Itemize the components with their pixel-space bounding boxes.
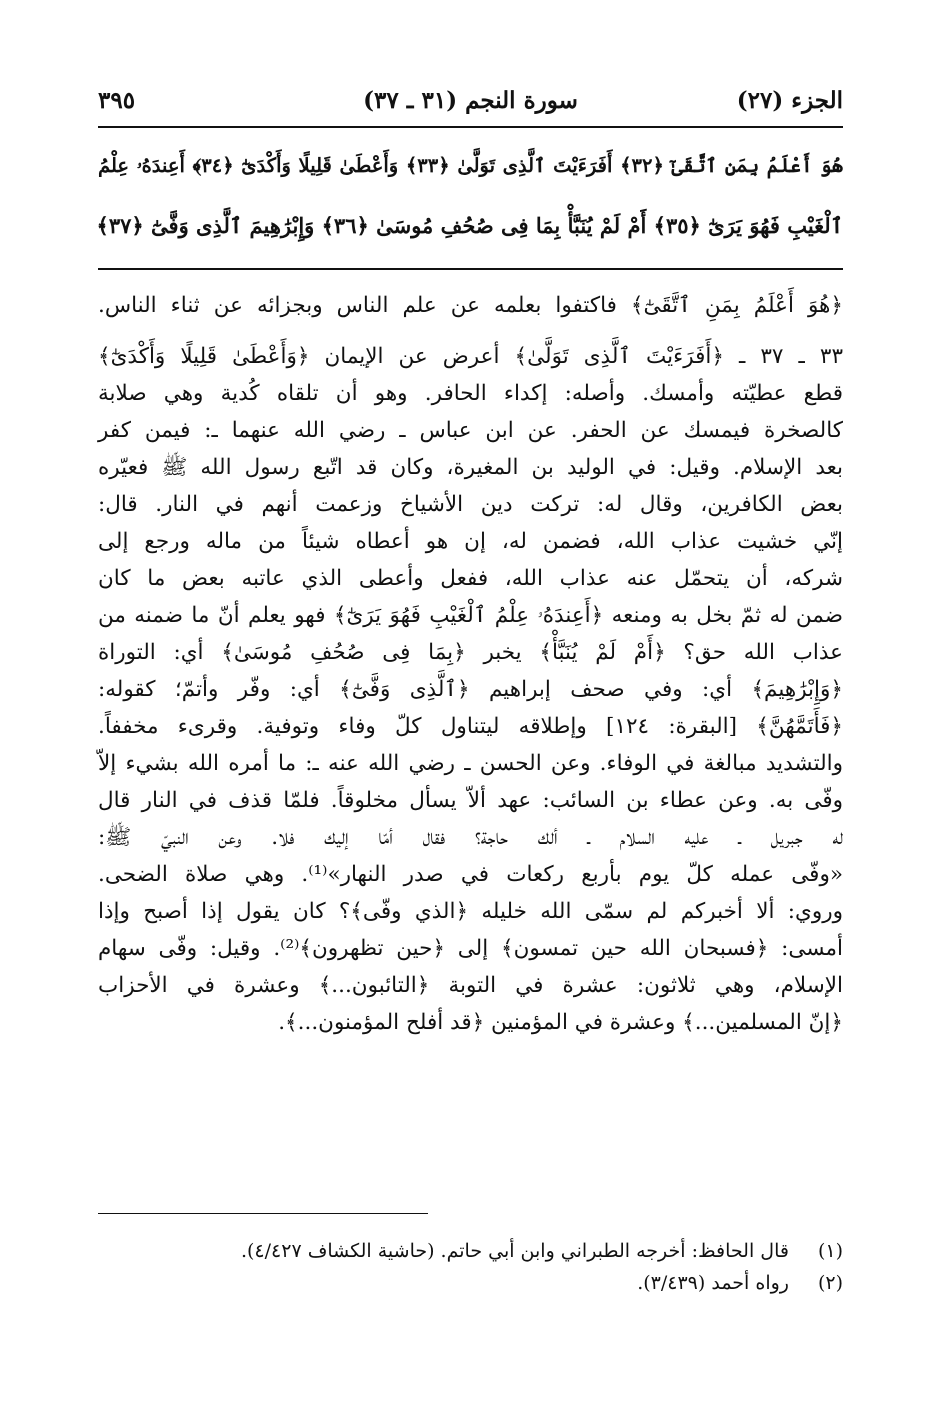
commentary-text bbox=[98, 287, 843, 1041]
quran-line: هُوَ أَعْلَمُ بِمَنِ ٱتَّقَىٰٓ ﴿٣٢﴾ أَفَرَءَيْتَ ٱلَّذِى تَوَلَّىٰ ﴿٣٣﴾ وَأَعْطَىٰ قَلِيلًا وَأَكْدَىٰٓ ﴿٣٤﴾ أَعِندَهُۥ عِلْمُ bbox=[98, 154, 843, 177]
juz-label: الجزء (٢٧) bbox=[736, 87, 843, 114]
running-header bbox=[98, 80, 843, 122]
commentary-line: ٣٣ ـ ٣٧ ـ ﴿أَفَرَءَيْتَ ٱلَّذِى تَوَلَّىٰ﴾ أعرض عن الإيمان ﴿وَأَعْطَىٰ قَلِيلًا وَأَكْدَىٰٓ﴾ bbox=[98, 344, 843, 369]
footnote bbox=[98, 1267, 843, 1299]
commentary-line: أمسى: ﴿فسبحان الله حين تمسون﴾ إلى ﴿حين تظهرون﴾⁽²⁾. وقيل: وفّى سهام bbox=[98, 936, 843, 961]
page-number: ٣٩٥ bbox=[98, 87, 136, 114]
footnotes bbox=[98, 1235, 843, 1299]
footnote bbox=[98, 1235, 843, 1267]
commentary-line: ﴿هُوَ أَعْلَمُ بِمَنِ ٱتَّقَىٰٓ﴾ فاكتفوا بعلمه عن علم الناس وبجزائه عن ثناء الناس. bbox=[98, 293, 843, 318]
commentary-line: كالصخرة فيمسك عن الحفر. عن ابن عباس ـ رضي الله عنهما ـ: فيمن كفر bbox=[98, 418, 843, 443]
commentary-line: شركه، أن يتحمّل عنه عذاب الله، ففعل وأعطى الذي عاتبه بعض ما كان bbox=[98, 566, 843, 591]
commentary-line: وفّى به. وعن عطاء بن السائب: عهد ألاّ يسأل مخلوقاً. فلمّا قذف في النار قال bbox=[98, 788, 843, 813]
footnote-text: رواه أحمد (٣/٤٣٩). bbox=[637, 1272, 789, 1294]
surah-title: سورة النجم (٣١ ـ ٣٧) bbox=[363, 87, 578, 114]
commentary-line: بعد الإسلام. وقيل: في الوليد بن المغيرة، وكان قد اتّبع رسول الله ﷺ فعيّره bbox=[98, 455, 843, 480]
commentary-line: ﴿وَإِبْرَٰهِيمَ﴾ أي: وفي صحف إبراهيم ﴿ٱلَّذِى وَفَّىٰٓ﴾ أي: وفّر وأتمّ؛ كقوله: bbox=[98, 677, 843, 702]
footnote-number: (١) bbox=[817, 1240, 843, 1262]
footnote-rule bbox=[98, 1213, 428, 1214]
paragraph-gap bbox=[98, 324, 843, 338]
commentary-line: ضمن له ثمّ بخل به ومنعه ﴿أَعِندَهُۥ عِلْمُ ٱلْغَيْبِ فَهُوَ يَرَىٰٓ﴾ فهو يعلم أنّ ما ضمنه من bbox=[98, 603, 843, 628]
commentary-line: ﴿إنّ المسلمين...﴾ وعشرة في المؤمنين ﴿قد أفلح المؤمنون...﴾. bbox=[278, 1010, 843, 1035]
footnote-number: (٢) bbox=[817, 1272, 843, 1294]
quran-verses bbox=[98, 136, 843, 268]
verses-rule bbox=[98, 268, 843, 270]
book-page bbox=[98, 80, 843, 1380]
commentary-line: الإسلام، وهي ثلاثون: عشرة في التوبة ﴿التائبون...﴾ وعشرة في الأحزاب bbox=[98, 973, 843, 998]
header-rule bbox=[98, 126, 843, 128]
commentary-line: عذاب الله حق؟ ﴿أَمْ لَمْ يُنَبَّأْ﴾ يخبر ﴿بِمَا فِى صُحُفِ مُوسَىٰ﴾ أي: التوراة bbox=[98, 640, 843, 665]
commentary-line: بعض الكافرين، وقال له: تركت دين الأشياخ وزعمت أنهم في النار. قال: bbox=[98, 492, 843, 517]
commentary-line: له جبريل ـ عليه السلام ـ ألك حاجة؟ فقال أمّا إليك فلا. وعن النبيّ ﷺ: bbox=[98, 825, 843, 850]
quran-line: ٱلْغَيْبِ فَهُوَ يَرَىٰٓ ﴿٣٥﴾ أَمْ لَمْ يُنَبَّأْ بِمَا فِى صُحُفِ مُوسَىٰ ﴿٣٦﴾ وَإِبْرَٰهِيمَ ٱلَّذِى وَفَّىٰٓ ﴿٣٧﴾ bbox=[96, 213, 843, 238]
footnote-text: قال الحافظ: أخرجه الطبراني وابن أبي حاتم. (حاشية الكشاف ٤/٤٢٧). bbox=[240, 1240, 789, 1262]
commentary-line: «وفّى عمله كلّ يوم بأربع ركعات في صدر النهار»⁽¹⁾. وهي صلاة الضحى. bbox=[98, 862, 843, 887]
commentary-line: قطع عطيّته وأمسك. وأصله: إكداء الحافر. وهو أن تلقاه كُدية وهي صلابة bbox=[98, 381, 843, 406]
commentary-line: وروي: ألا أخبركم لم سمّى الله خليله ﴿الذي وفّى﴾؟ كان يقول إذا أصبح وإذا bbox=[98, 899, 843, 924]
commentary-line: والتشديد مبالغة في الوفاء. وعن الحسن ـ رضي الله عنه ـ: ما أمره الله بشيء إلاّ bbox=[98, 751, 843, 776]
commentary-line: إنّي خشيت عذاب الله، فضمن له، إن هو أعطاه شيئاً من ماله ورجع إلى bbox=[98, 529, 843, 554]
commentary-line: ﴿فَأَتَمَّهُنَّ﴾ [البقرة: ١٢٤] وإطلاقه ليتناول كلّ وفاء وتوفية. وقرىء مخففاً. bbox=[98, 714, 844, 739]
